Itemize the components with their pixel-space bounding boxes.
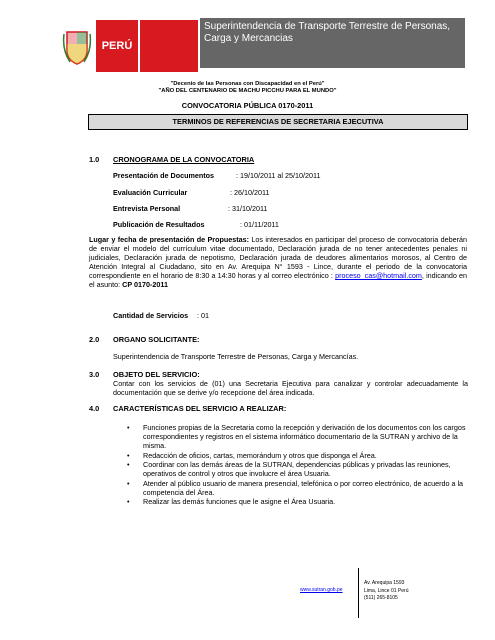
bullet-icon: • bbox=[127, 478, 130, 488]
quantity-value: : 01 bbox=[197, 311, 209, 320]
schedule-label: Evaluación Curricular bbox=[113, 188, 188, 197]
section2-text: Superintendencia de Transporte Terrestre de Personas, Carga y Mercancías. bbox=[113, 352, 359, 361]
list-item-text: Atender al público usuario de manera presencial, telefónica o por correo electrónico, de acuerdo a la competencia del Área. bbox=[143, 478, 464, 497]
schedule-label: Entrevista Personal bbox=[113, 204, 181, 213]
schedule-label: Presentación de Documentos bbox=[113, 171, 215, 180]
list-item bbox=[127, 479, 467, 497]
decade-line-2: "AÑO DEL CENTENARIO DE MACHU PICCHU PARA EL MUNDO" bbox=[158, 88, 337, 94]
schedule-label: Publicación de Resultados bbox=[113, 220, 205, 229]
section4-title: CARACTERÍSTICAS DEL SERVICIO A REALIZAR: bbox=[113, 404, 287, 413]
peru-logo-text: PERÚ bbox=[101, 40, 133, 52]
agency-box bbox=[200, 18, 465, 68]
section3-text: Contar con los servicios de (01) una Secretaria Ejecutiva para canalizar y controlar adecuadamente la documentación que se derive y/o recepcione del área indicada. bbox=[113, 379, 468, 397]
submission-paragraph bbox=[89, 235, 467, 289]
schedule-row bbox=[113, 188, 269, 197]
bullet-icon: • bbox=[127, 497, 130, 506]
schedule-row bbox=[113, 204, 267, 213]
bullet-icon: • bbox=[127, 450, 130, 460]
address-line: Lima, Lince 01 Perú bbox=[364, 587, 409, 594]
list-item-text: Redacción de oficios, cartas, memorándum y otros que disponga el Área. bbox=[143, 450, 377, 460]
list-item-text: Funciones propias de la Secretaria como la recepción y derivación de los documentos con los cargos correspondientes y registros en el sistema informático documentario de la SUTRAN y archivo de la misma. bbox=[143, 423, 466, 450]
address-line: (511) 265-8105 bbox=[364, 595, 398, 601]
page-title: CONVOCATORIA PÚBLICA 0170-2011 bbox=[181, 101, 314, 110]
schedule-value: : 01/11/2011 bbox=[240, 220, 279, 229]
bullet-icon: • bbox=[127, 423, 130, 432]
bullet-icon: • bbox=[127, 460, 130, 469]
section1-number: 1.0 bbox=[89, 155, 100, 164]
schedule-value: : 31/10/2011 bbox=[228, 204, 268, 213]
terms-title: TERMINOS DE REFERENCIAS DE SECRETARIA EJECUTIVA bbox=[172, 117, 384, 126]
address-line: Av. Arequipa 1593 bbox=[364, 580, 405, 586]
list-item bbox=[127, 460, 467, 478]
section4-number: 4.0 bbox=[89, 404, 100, 413]
website-link[interactable]: www.sutran.gob.pe bbox=[300, 587, 343, 593]
coat-of-arms-icon bbox=[62, 24, 92, 68]
terms-title-box bbox=[88, 114, 468, 130]
quantity-row bbox=[113, 311, 209, 320]
schedule-value: : 26/10/2011 bbox=[230, 188, 270, 197]
section3-title: OBJETO DEL SERVICIO: bbox=[113, 370, 200, 379]
email-link[interactable]: proceso_cas@hotmail.com bbox=[335, 271, 422, 280]
list-item-text: Realizar las demás funciones que le asigne el Área Usuaria. bbox=[143, 497, 336, 506]
section2-title: ORGANO SOLICITANTE: bbox=[113, 335, 200, 344]
schedule-row bbox=[113, 220, 279, 229]
list-item bbox=[127, 451, 467, 460]
subject-code: CP 0170-2011 bbox=[122, 280, 168, 289]
footer-divider bbox=[358, 568, 359, 618]
list-item-text: Coordinar con las demás áreas de la SUTRAN, dependencias públicas y privadas las reuniones, operativos de control y otros que involucre el área Usuaria. bbox=[143, 460, 451, 478]
quantity-label: Cantidad de Servicios bbox=[113, 311, 189, 320]
decade-line-1: "Decenio de las Personas con Discapacidad en el Perú" bbox=[170, 81, 325, 87]
list-item bbox=[127, 497, 467, 506]
red-band bbox=[140, 20, 198, 72]
schedule-value: : 19/10/2011 al 25/10/2011 bbox=[236, 171, 321, 180]
schedule-row bbox=[113, 171, 320, 180]
list-item bbox=[127, 423, 467, 450]
footer-address bbox=[364, 580, 408, 603]
peru-logo bbox=[96, 20, 138, 72]
submission-text: Los interesados en participar del proceso de convocatoria deberán de enviar el modelo del currículum vitae documentado, Declaración jurada de no tener antecedentes penales ni judiciales, Declaración jurada de nepotismo, Declaración jurada de deudores alimentarios morosos, al Centro de Atención Integral al Ciudadano, sito en Av. Arequipa N° 1593 - Lince, durante el periodo de la convocatoria correspondiente en el horario de 8:30 a 14:30 horas y al correo electrónico : bbox=[89, 235, 467, 280]
subject-text: , indicando en el asunto: bbox=[89, 271, 468, 289]
service-list bbox=[127, 423, 467, 507]
section2-number: 2.0 bbox=[89, 335, 100, 344]
section1-title: CRONOGRAMA DE LA CONVOCATORIA bbox=[113, 155, 255, 164]
section3-number: 3.0 bbox=[89, 370, 100, 379]
agency-name: Superintendencia de Transporte Terrestre de Personas, Carga y Mercancias bbox=[204, 21, 451, 44]
submission-label: Lugar y fecha de presentación de Propuestas: bbox=[89, 235, 250, 244]
